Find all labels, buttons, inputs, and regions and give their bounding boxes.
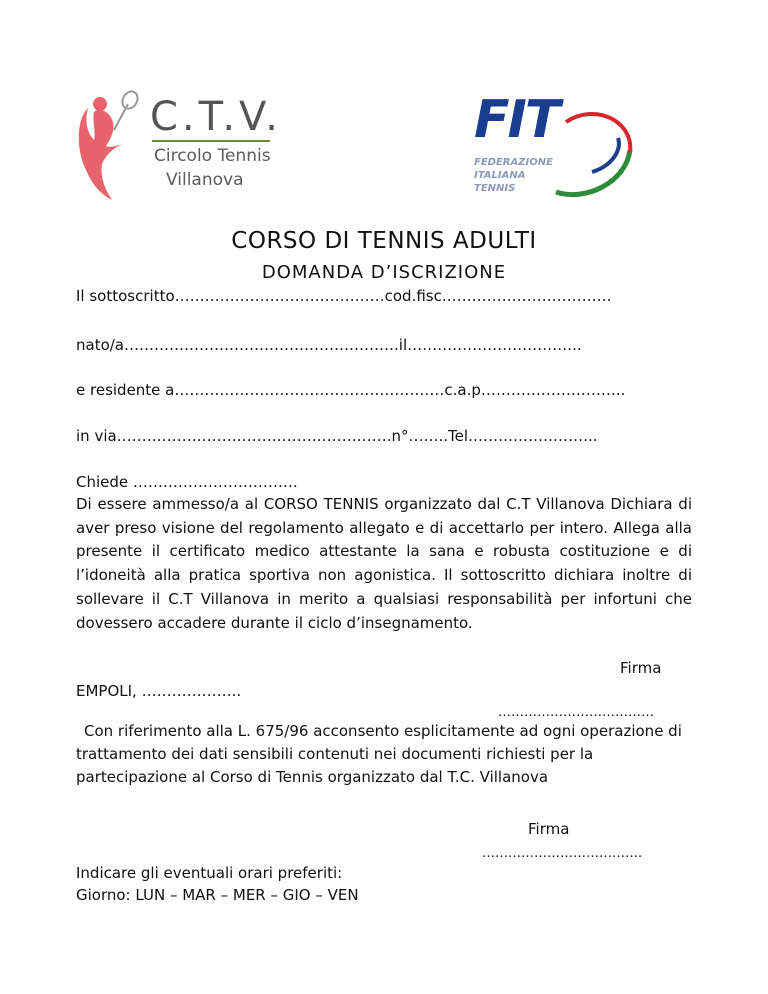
field-nato: nato/a……………………………………………….il…………………………….. <box>76 336 582 354</box>
signature-line-1: ……………………………… <box>498 705 654 720</box>
ctv-logo-line2: Villanova <box>166 170 244 190</box>
place-date: EMPOLI, ……………….. <box>76 682 242 700</box>
fit-logo-sub2: ITALIANA <box>474 170 526 181</box>
field-via: in via……………………………………………….n°……..Tel…………………….. <box>76 427 598 445</box>
field-residente: e residente a………………………………………………c.a.p……………………….. <box>76 381 626 399</box>
document-subtitle: DOMANDA D’ISCRIZIONE <box>261 262 507 283</box>
tennis-player-icon <box>70 90 140 202</box>
ctv-logo-line1: Circolo Tennis <box>154 146 271 166</box>
ctv-logo-title: C.T.V. <box>150 94 282 140</box>
field-chiede: Chiede …………………………… <box>76 473 298 491</box>
ctv-logo-rule <box>152 140 270 142</box>
body-paragraph: Di essere ammesso/a al CORSO TENNIS organizzato dal C.T Villanova Dichiara di aver preso visione del regolamento allegato e di accettarlo per intero. Allega alla presente il certificato medico attestante la sana e robusta costituzione e di l’idoneità alla pratica sportiva non agonistica. Il sottoscritto dichiara inoltre di sollevare il C.T Villanova in merito a qualsiasi responsabilità per infortuni che dovessero accadere durante il ciclo d’insegnamento. <box>76 495 692 632</box>
signature-line-2: ………………………………. <box>482 846 643 861</box>
ctv-logo <box>70 84 280 204</box>
fit-logo-word: FIT <box>474 90 559 150</box>
field-sottoscritto: Il sottoscritto……………………………………cod.fisc.…………………………… <box>76 287 612 305</box>
fit-logo-sub1: FEDERAZIONE <box>474 157 553 168</box>
privacy-paragraph: Con riferimento alla L. 675/96 acconsento esplicitamente ad ogni operazione di trattamento dei dati sensibili contenuti nei documenti richiesti per la partecipazione al Corso di Tennis organizzato dal T.C. Villanova <box>76 722 682 786</box>
giorni-line: Giorno: LUN – MAR – MER – GIO – VEN <box>76 886 359 904</box>
fit-logo <box>470 82 640 202</box>
firma-label-2: Firma <box>528 820 570 838</box>
orari-label: Indicare gli eventuali orari preferiti: <box>76 864 343 882</box>
firma-label-1: Firma <box>620 659 662 677</box>
fit-logo-sub3: TENNIS <box>474 183 516 194</box>
fit-logo-sub <box>474 156 553 195</box>
document-title: CORSO DI TENNIS ADULTI <box>231 228 537 254</box>
